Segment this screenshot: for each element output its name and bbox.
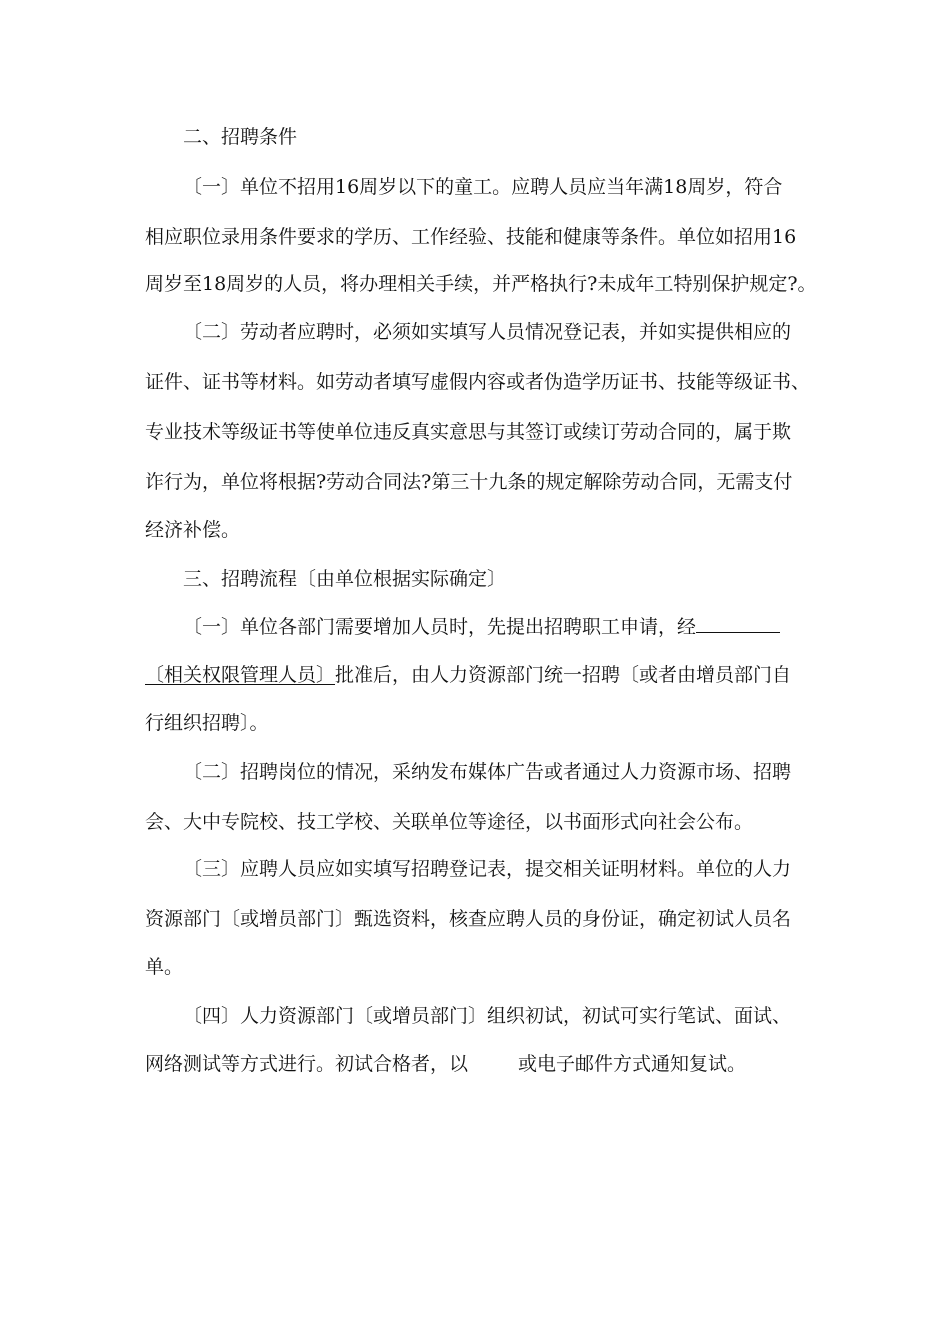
- fill-in-blank: [696, 614, 780, 633]
- paragraph-text: 批准后，由人力资源部门统一招聘〔或者由增员部门自: [335, 664, 792, 686]
- paragraph-line: 会、大中专院校、技工学校、关联单位等途径，以书面形式向社会公布。: [145, 811, 754, 833]
- paragraph-text: 网络测试等方式进行。初试合格者，以: [145, 1053, 469, 1075]
- paragraph-text: 〔一〕单位各部门需要增加人员时，先提出招聘职工申请，经: [183, 616, 697, 638]
- paragraph-line: [145, 1052, 746, 1076]
- paragraph-line: [183, 614, 780, 639]
- paragraph-line: 〔二〕劳动者应聘时，必须如实填写人员情况登记表，并如实提供相应的: [183, 321, 792, 343]
- paragraph-line: 专业技术等级证书等使单位违反真实意思与其签订或续订劳动合同的，属于欺: [145, 421, 792, 443]
- section-heading-recruitment-process: 三、招聘流程〔由单位根据实际确定〕: [183, 568, 507, 590]
- paragraph-line: 诈行为，单位将根据?劳动合同法?第三十九条的规定解除劳动合同，无需支付: [145, 471, 793, 493]
- paragraph-line: 相应职位录用条件要求的学历、工作经验、技能和健康等条件。单位如招用16: [145, 226, 797, 248]
- paragraph-line: 经济补偿。: [145, 519, 241, 541]
- paragraph-line: 单。: [145, 956, 184, 978]
- paragraph-line: 资源部门〔或增员部门〕甄选资料，核查应聘人员的身份证，确定初试人员名: [145, 908, 792, 930]
- paragraph-line: 〔一〕单位不招用16周岁以下的童工。应聘人员应当年满18周岁，符合: [183, 176, 783, 198]
- paragraph-line: 〔二〕招聘岗位的情况，采纳发布媒体广告或者通过人力资源市场、招聘: [183, 761, 792, 783]
- underlined-text: 〔相关权限管理人员〕: [145, 664, 336, 686]
- paragraph-line: [145, 663, 791, 687]
- paragraph-line: 〔四〕人力资源部门〔或增员部门〕组织初试，初试可实行笔试、面试、: [183, 1005, 792, 1027]
- paragraph-text: 或电子邮件方式通知复试。: [518, 1053, 747, 1075]
- section-heading-recruitment-conditions: 二、招聘条件: [183, 126, 298, 148]
- paragraph-line: 行组织招聘〕。: [145, 712, 269, 734]
- paragraph-line: 周岁至18周岁的人员，将办理相关手续，并严格执行?未成年工特别保护规定?。: [145, 273, 817, 295]
- paragraph-line: 〔三〕应聘人员应如实填写招聘登记表，提交相关证明材料。单位的人力: [183, 858, 792, 880]
- paragraph-line: 证件、证书等材料。如劳动者填写虚假内容或者伪造学历证书、技能等级证书、: [145, 371, 811, 393]
